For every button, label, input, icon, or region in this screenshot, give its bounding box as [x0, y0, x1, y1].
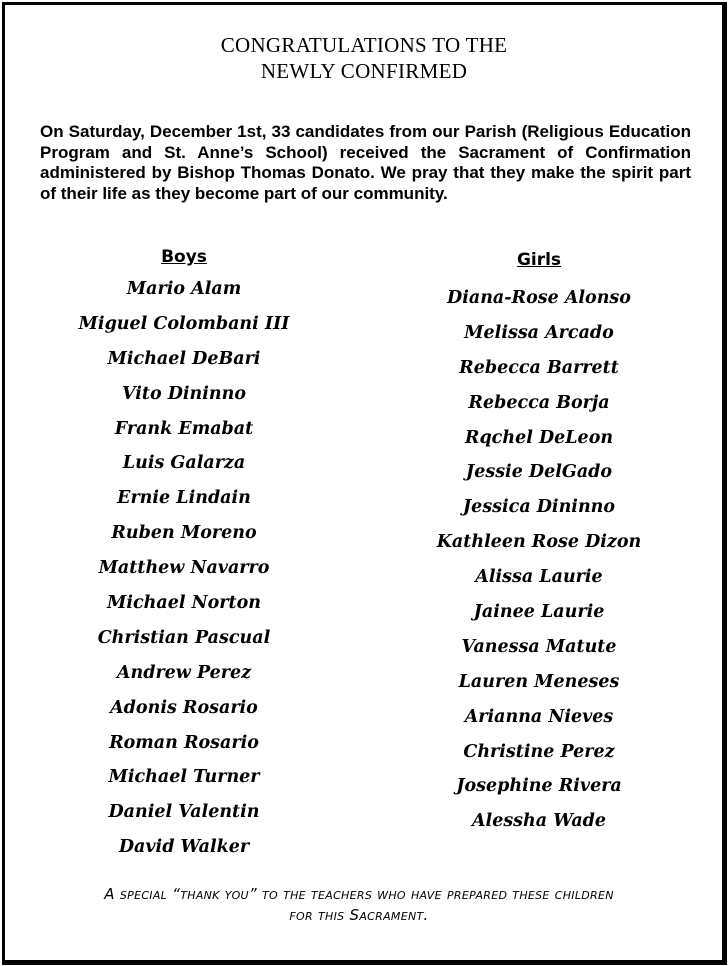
thank-you-line-2: for this Sacrament. — [289, 906, 429, 924]
girl-name: Rebecca Barrett — [459, 357, 619, 378]
girl-name: Lauren Meneses — [458, 671, 620, 692]
girl-name: Alissa Laurie — [475, 567, 603, 588]
boy-name: Christian Pascual — [97, 627, 271, 648]
girl-name: Rebecca Borja — [468, 392, 610, 413]
girl-name: Melissa Arcado — [464, 322, 614, 343]
girls-list — [389, 281, 689, 839]
boys-column — [34, 246, 334, 865]
boy-name: Vito Dininno — [121, 383, 247, 404]
boy-name: Roman Rosario — [109, 732, 259, 753]
girl-name: Jainee Laurie — [473, 602, 605, 623]
boys-list — [34, 272, 334, 865]
boy-name: Miguel Colombani III — [78, 313, 290, 334]
boy-name: Frank Emabat — [114, 418, 254, 439]
boy-name: Daniel Valentin — [108, 802, 260, 823]
page-title — [0, 32, 728, 84]
girl-name: Vanessa Matute — [461, 636, 617, 657]
girl-name: Jessica Dininno — [462, 497, 616, 518]
boy-name: Andrew Perez — [116, 662, 252, 683]
girl-name: Rqchel DeLeon — [464, 427, 614, 448]
girl-name: Christine Perez — [463, 741, 615, 762]
boy-name: David Walker — [118, 837, 250, 858]
boy-name: Adonis Rosario — [110, 697, 258, 718]
boy-name: Matthew Navarro — [98, 558, 270, 579]
boy-name: Michael Norton — [107, 593, 261, 614]
title-line-2: NEWLY CONFIRMED — [260, 59, 468, 83]
boy-name: Luis Galarza — [122, 453, 246, 474]
thank-you-note — [30, 884, 688, 926]
boy-name: Ernie Lindain — [117, 488, 251, 509]
boy-name: Ruben Moreno — [111, 523, 257, 544]
thank-you-line-1: A special “thank you” to the teachers who have prepared these children — [104, 885, 614, 903]
girl-name: Kathleen Rose Dizon — [436, 532, 642, 553]
girl-name: Jessie DelGado — [465, 462, 613, 483]
girls-heading: Girls — [516, 250, 562, 270]
boy-name: Michael Turner — [108, 767, 260, 788]
girl-name: Arianna Nieves — [464, 706, 614, 727]
boy-name: Michael DeBari — [107, 348, 261, 369]
girl-name: Josephine Rivera — [456, 776, 622, 797]
girls-column — [389, 249, 689, 839]
intro-paragraph: On Saturday, December 1st, 33 candidates from our Parish (Religious Education Program and St. Anne’s School) received the Sacrament of Confirmation administered by Bishop Thomas Donato. We pray that they make the spirit part of their life as they become part of our community. — [40, 122, 691, 203]
girl-name: Diana-Rose Alonso — [447, 288, 631, 308]
title-line-1: CONGRATULATIONS TO THE — [220, 33, 508, 57]
boys-heading: Boys — [161, 247, 207, 267]
boy-name: Mario Alam — [126, 279, 242, 299]
girl-name: Alessha Wade — [471, 811, 607, 832]
